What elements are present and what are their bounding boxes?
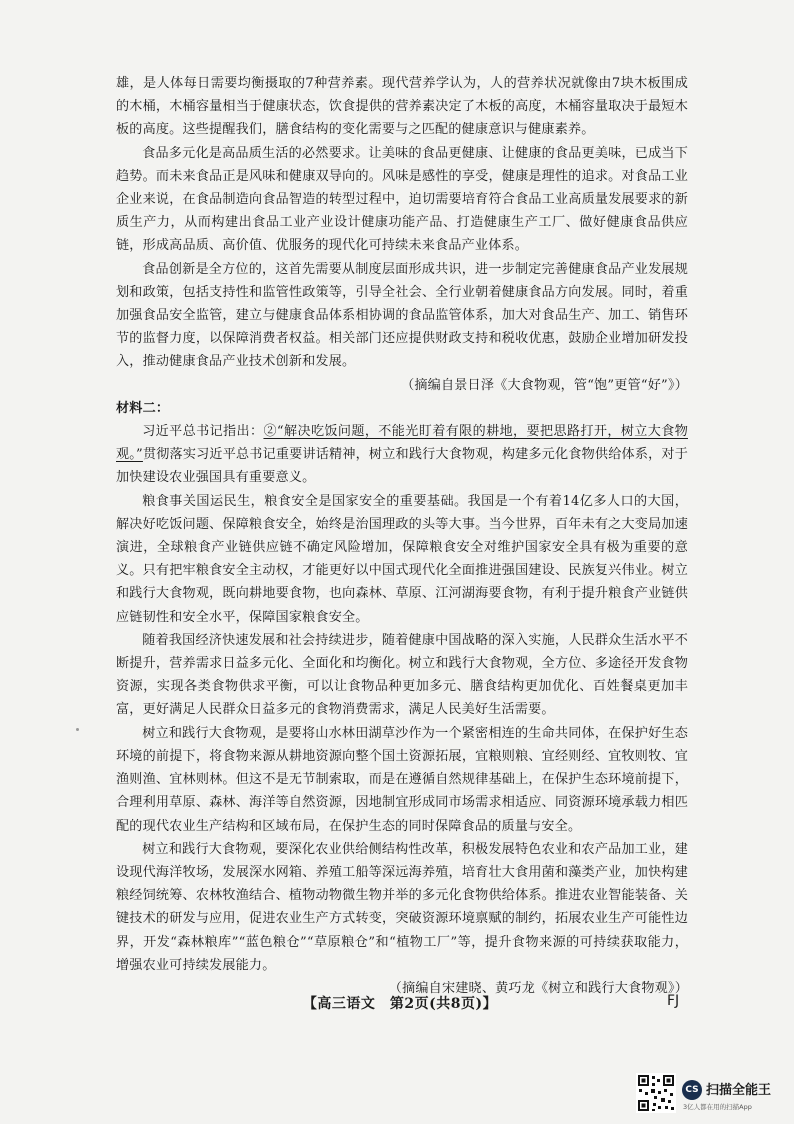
paragraph-nutrition-needs: 随着我国经济快速发展和社会持续进步，随着健康中国战略的深入实施，人民群众生活水平不断提升，营养需求日益多元化、全面化和均衡化。树立和践行大食物观，全方位、多途径开发食物资源，实现各类食物供求平衡，可以让食物品种更加多元、膳食结构更加优化、百姓餐桌更加丰富，更好满足人民群众日益多元的食物消费需求，满足人民美好生活需要。	[116, 632, 688, 718]
scanner-app-name: 扫描全能王	[706, 1083, 772, 1098]
paragraph-continued: 雄，是人体每日需要均衡摄取的7种营养素。现代营养学认为，人的营养状况就像由7块木板围成的木桶，木桶容量相当于健康状态，饮食提供的营养素决定了木板的高度，木桶容量取决于最短木板的高度。这些提醒我们，膳食结构的变化需要与之匹配的健康意识与健康素养。	[116, 76, 688, 138]
citation-material-one: （摘编自景日泽《大食物观，管“饱”更管“好”》）	[401, 377, 688, 393]
paragraph-material-two-intro	[116, 420, 688, 490]
scanner-slogan: 3亿人都在用的扫描App	[683, 1103, 752, 1111]
material-two-heading: 材料二：	[116, 400, 170, 416]
page-number-label: 【高三语文 第2页(共8页)】	[302, 996, 498, 1012]
paragraph-food-diversity: 食品多元化是高品质生活的必然要求。让美味的食品更健康、让健康的食品更美味，已成当下趋势。而未来食品正是风味和健康双导向的。风味是感性的享受，健康是理性的追求。对食品工业企业来说，在食品制造向食品智造的转型过程中，迫切需要培育符合食品工业高质量发展要求的新质生产力，从而构建出食品工业产业设计健康功能产品、打造健康生产工厂、做好健康食品供应链，形成高品质、高价值、优服务的现代化可持续未来食品产业体系。	[116, 145, 688, 254]
scan-speck	[76, 728, 79, 731]
paragraph-grain-security: 粮食事关国运民生，粮食安全是国家安全的重要基础。我国是一个有着14亿多人口的大国，解决好吃饭问题、保障粮食安全，始终是治国理政的头等大事。当今世界，百年未有之大变局加速演进，全球粮食产业链供应链不确定风险增加，保障粮食安全对维护国家安全具有极为重要的意义。只有把牢粮食安全主动权，才能更好以中国式现代化全面推进强国建设、民族复兴伟业。树立和践行大食物观，既向耕地要食物，也向森林、草原、江河湖海要食物，有利于提升粮食产业链供应链韧性和安全水平，保障国家粮食安全。	[116, 493, 688, 625]
intro-suffix: 贯彻落实习近平总书记重要讲话精神，树立和践行大食物观，构建多元化食物供给体系，对于加快建设农业强国具有重要意义。	[116, 447, 688, 486]
region-code: FJ	[667, 993, 680, 1009]
camscanner-logo-icon: CS	[682, 1080, 702, 1100]
underlined-quote-2: ②“解决吃饭问题，不能光盯着有限的耕地，要把思路打开，树立大食物观。”	[116, 424, 688, 463]
scanner-watermark	[636, 1073, 786, 1117]
page-footer	[0, 993, 794, 1017]
citation-material-two: （摘编自宋建晓、黄巧龙《树立和践行大食物观》）	[388, 980, 688, 996]
page-content	[116, 72, 688, 1000]
paragraph-food-innovation: 食品创新是全方位的，这首先需要从制度层面形成共识，进一步制定完善健康食品产业发展规划和政策，包括支持性和监管性政策等，引导全社会、全行业朝着健康食品方向发展。同时，着重加强食品安全监管，建立与健康食品体系相协调的食品监管体系，加大对食品生产、加工、销售环节的监督力度，以保障消费者权益。相关部门还应提供财政支持和税收优惠，鼓励企业增加研发投入，推动健康食品产业技术创新和发展。	[116, 261, 688, 370]
paragraph-supply-reform: 树立和践行大食物观，要深化农业供给侧结构性改革，积极发展特色农业和农产品加工业，建设现代海洋牧场，发展深水网箱、养殖工船等深远海养殖，培育壮大食用菌和藻类产业，加快构建粮经饲统筹、农林牧渔结合、植物动物微生物并举的多元化食物供给体系。推进农业智能装备、关键技术的研发与应用，促进农业生产方式转变，突破资源环境禀赋的制约，拓展农业生产可能性边界，开发“森林粮库”“蓝色粮仓”“草原粮仓”和“植物工厂”等，提升食物来源的可持续获取能力，增强农业可持续发展能力。	[116, 841, 688, 973]
paragraph-ecology: 树立和践行大食物观，是要将山水林田湖草沙作为一个紧密相连的生命共同体，在保护好生态环境的前提下，将食物来源从耕地资源向整个国土资源拓展，宜粮则粮、宜经则经、宜牧则牧、宜渔则渔、宜林则林。但这不是无节制索取，而是在遵循自然规律基础上，在保护生态环境前提下，合理利用草原、森林、海洋等自然资源，因地制宜形成同市场需求相适应、同资源环境承载力相匹配的现代农业生产结构和区域布局，在保护生态的同时保障食品的质量与安全。	[116, 725, 688, 834]
qr-code-icon	[636, 1073, 676, 1113]
intro-prefix: 习近平总书记指出：	[142, 424, 264, 440]
